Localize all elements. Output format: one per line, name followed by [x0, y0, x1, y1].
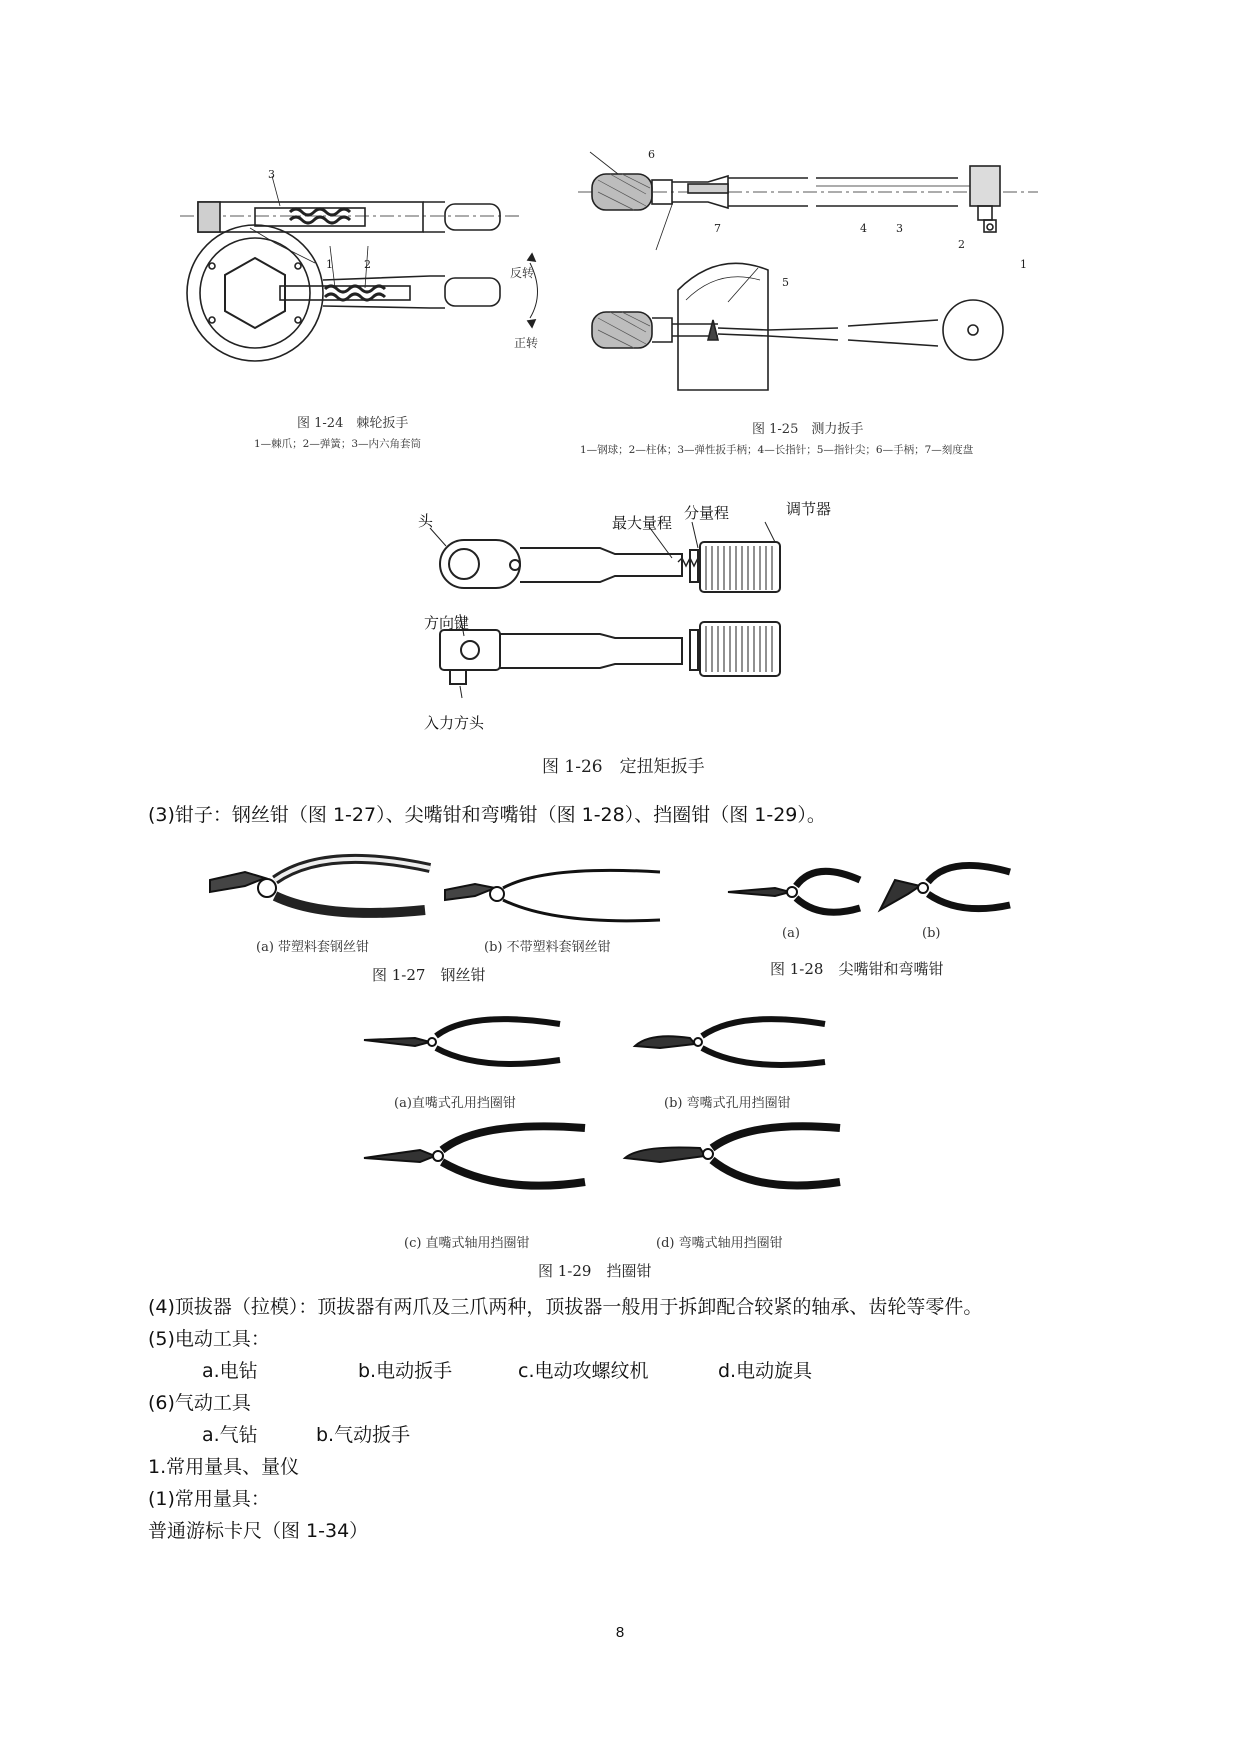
power-tool-item: c.电动攻螺纹机: [518, 1360, 649, 1382]
pneumatic-tool-item: a.气钻: [202, 1424, 258, 1446]
fig-1-25-legend: 1—钢球；2—柱体；3—弹性扳手柄；4—长指针；5—指针尖；6—手柄；7—刻度盘: [580, 444, 974, 456]
fig-1-24-legend: 1—棘爪；2—弹簧；3—内六角套筒: [254, 438, 422, 450]
combination-pliers-figure: [205, 850, 675, 940]
circlip-pliers-figure: [360, 1010, 860, 1230]
ratchet-wrench-figure: [180, 168, 560, 378]
fig-1-28-caption: 图 1-28 尖嘴钳和弯嘴钳: [770, 960, 944, 978]
fig-1-25-callout-5: 5: [782, 276, 789, 289]
fig-1-24-dir-forward: 正转: [514, 336, 539, 350]
fig-1-28-sub-b: (b): [922, 926, 941, 941]
fig-1-27-sub-b: (b) 不带塑料套钢丝钳: [484, 940, 611, 955]
fig-1-26-label-head: 头: [418, 512, 434, 530]
fig-1-29-caption: 图 1-29 挡圈钳: [538, 1262, 652, 1280]
fig-1-25-callout-7: 7: [714, 222, 721, 235]
fig-1-26-caption: 图 1-26 定扭矩扳手: [542, 757, 705, 777]
fig-1-27-caption: 图 1-27 钢丝钳: [372, 966, 486, 984]
paragraph-power-tools: (5)电动工具：: [148, 1328, 270, 1350]
paragraph-puller: (4)顶拔器（拉模）：顶拔器有两爪及三爪两种，顶拔器一般用于拆卸配合较紧的轴承、齿轮等零件。: [148, 1296, 983, 1318]
fig-1-29-sub-a: (a)直嘴式孔用挡圈钳: [394, 1096, 516, 1111]
paragraph-common-gauges: (1)常用量具：: [148, 1488, 270, 1510]
fig-1-29-sub-c: (c) 直嘴式轴用挡圈钳: [404, 1236, 530, 1251]
paragraph-pliers: (3)钳子：钢丝钳（图 1-27）、尖嘴钳和弯嘴钳（图 1-28）、挡圈钳（图 1-29）。: [148, 804, 826, 826]
paragraph-pneumatic-tools: (6)气动工具: [148, 1392, 251, 1414]
fig-1-25-callout-6: 6: [648, 148, 655, 161]
fig-1-26-label-input-square: 入力方头: [424, 714, 485, 732]
fig-1-28-sub-a: (a): [782, 926, 800, 941]
fig-1-26-label-max-range: 最大量程: [612, 514, 673, 532]
section-heading-measuring-tools: 1.常用量具、量仪: [148, 1456, 300, 1478]
fig-1-26-label-adjuster: 调节器: [786, 500, 832, 518]
power-tool-item: a.电钻: [202, 1360, 258, 1382]
pneumatic-tool-item: b.气动扳手: [316, 1424, 411, 1446]
fig-1-25-callout-2: 2: [958, 238, 965, 251]
page-number: 8: [615, 1624, 625, 1641]
fig-1-25-caption: 图 1-25 测力扳手: [752, 422, 864, 437]
fig-1-25-callout-3: 3: [896, 222, 903, 235]
fig-1-24-callout-1: 1: [326, 258, 333, 271]
dial-torque-wrench-figure: [578, 150, 1038, 405]
power-tool-item: b.电动扳手: [358, 1360, 453, 1382]
fig-1-26-label-direction-key: 方向键: [424, 614, 470, 632]
needle-nose-pliers-figure: [720, 850, 1030, 930]
power-tool-item: d.电动旋具: [718, 1360, 813, 1382]
fig-1-25-callout-1: 1: [1020, 258, 1027, 271]
fig-1-29-sub-b: (b) 弯嘴式孔用挡圈钳: [664, 1096, 791, 1111]
fig-1-24-caption: 图 1-24 棘轮扳手: [297, 416, 409, 431]
fig-1-24-dir-reverse: 反转: [510, 266, 535, 280]
fig-1-29-sub-d: (d) 弯嘴式轴用挡圈钳: [656, 1236, 783, 1251]
preset-torque-wrench-figure: [420, 520, 820, 710]
paragraph-vernier-caliper: 普通游标卡尺（图 1-34）: [148, 1520, 369, 1542]
fig-1-26-label-sub-range: 分量程: [684, 504, 730, 522]
fig-1-24-callout-3: 3: [268, 168, 275, 181]
fig-1-24-callout-2: 2: [364, 258, 371, 271]
fig-1-25-callout-4: 4: [860, 222, 867, 235]
fig-1-27-sub-a: (a) 带塑料套钢丝钳: [256, 940, 370, 955]
